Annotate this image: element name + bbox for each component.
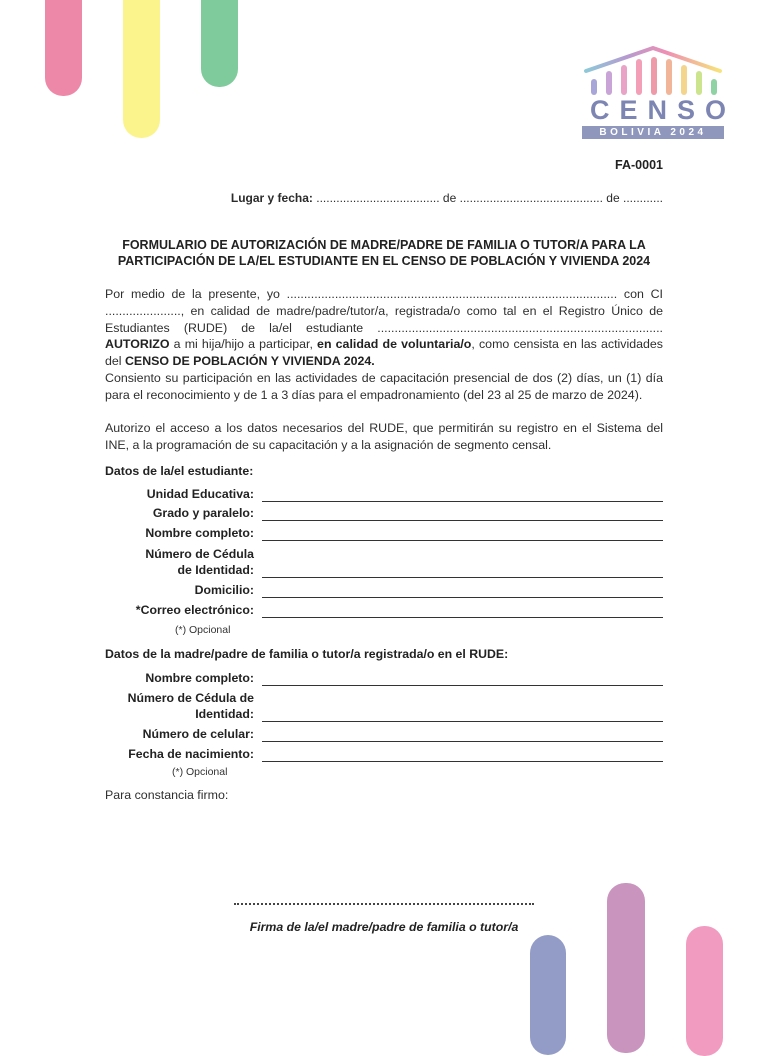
paragraph1-bold-voluntaria: en calidad de voluntaria/o <box>317 337 472 352</box>
field-label: Unidad Educativa: <box>146 487 254 501</box>
field-label: Fecha de nacimiento: <box>128 747 254 761</box>
field-label: Domicilio: <box>194 583 254 597</box>
censo-logo <box>582 45 737 140</box>
field-cedula-tutor[interactable] <box>105 688 663 722</box>
field-label: Grado y paralelo: <box>152 506 254 520</box>
place-date-label: Lugar y fecha: <box>230 191 313 205</box>
consent-paragraph: Consiento su participación en las actividades de capacitación presencial de dos (2) días, un (1) día para el reconocimiento y de 1 a 3 días para el empadronamiento (del 23 al 25 de marzo de 2024). <box>105 371 663 402</box>
field-nombre-completo-tutor[interactable] <box>105 667 663 686</box>
field-unidad-educativa[interactable] <box>105 484 663 502</box>
optional-note: (*) Opcional <box>175 624 231 636</box>
paragraph1-text-b: a mi hija/hijo a participar, <box>169 337 318 352</box>
fill-line[interactable] <box>262 540 663 541</box>
field-label: *Correo electrónico: <box>135 603 254 617</box>
parent-section-heading: Datos de la madre/padre de familia o tutor/a registrada/o en el RUDE: <box>105 647 509 661</box>
form-code: FA-0001 <box>615 158 663 172</box>
paragraph1-text-a: Por medio de la presente, yo ................................................................................................ con CI ......................, en calidad de madre/padre/tutor/a, registrada/o como tal en el Registro Único de Estudiantes (RUDE) de la/el estudiante ................................................................................... <box>105 287 663 335</box>
field-label: Número de Cédula de Identidad: <box>145 547 254 577</box>
field-correo-electronico[interactable] <box>105 601 663 618</box>
signature-line[interactable] <box>234 893 534 905</box>
constancia-text: Para constancia firmo: <box>105 788 229 802</box>
decor-mauve-bar <box>607 883 645 1053</box>
decor-pink-bottom-bar <box>686 926 723 1056</box>
fill-line[interactable] <box>262 721 663 722</box>
field-label: Número de Cédula de Identidad: <box>127 691 254 721</box>
field-label: Nombre completo: <box>145 526 254 540</box>
fill-line[interactable] <box>262 597 663 598</box>
field-fecha-nacimiento[interactable] <box>105 745 663 762</box>
decor-green-bar <box>201 0 238 87</box>
paragraph1-bold-autorizo: AUTORIZO <box>105 337 170 352</box>
decor-pink-bar <box>45 0 82 96</box>
signature-label: Firma de la/el madre/padre de familia o tutor/a <box>249 920 519 934</box>
decor-yellow-bar <box>123 0 160 138</box>
paragraph1-bold-censo: CENSO DE POBLACIÓN Y VIVIENDA 2024. <box>124 354 375 369</box>
paragraph1-text-c: , como censista en las actividades del <box>105 337 663 369</box>
field-cedula-estudiante[interactable] <box>105 545 663 578</box>
logo-wordmark: CENSO <box>590 95 737 125</box>
authorization-paragraph <box>105 286 663 370</box>
optional-note: (*) Opcional <box>172 766 228 778</box>
field-grado-paralelo[interactable] <box>105 504 663 521</box>
place-date-blanks: ..................................... de ........................................... de ............ <box>312 191 663 205</box>
field-label: Nombre completo: <box>145 671 254 685</box>
student-section-heading: Datos de la/el estudiante: <box>105 464 254 478</box>
fill-line[interactable] <box>262 761 663 762</box>
logo-band: BOLIVIA 2024 <box>582 126 724 139</box>
rude-access-paragraph: Autorizo el acceso a los datos necesarios del RUDE, que permitirán su registro en el Sistema del INE, a la programación de su capacitación y a la asignación de segmento censal. <box>105 421 663 452</box>
house-roof-icon <box>582 45 724 97</box>
fill-line[interactable] <box>262 501 663 502</box>
fill-line[interactable] <box>262 617 663 618</box>
fill-line[interactable] <box>262 520 663 521</box>
fill-line[interactable] <box>262 741 663 742</box>
place-date-line <box>231 191 663 205</box>
field-celular[interactable] <box>105 724 663 742</box>
fill-line[interactable] <box>262 685 663 686</box>
fill-line[interactable] <box>262 577 663 578</box>
field-domicilio[interactable] <box>105 581 663 598</box>
field-nombre-completo-estudiante[interactable] <box>105 524 663 541</box>
decor-blue-bar <box>530 935 566 1055</box>
field-label: Número de celular: <box>142 727 254 741</box>
document-title: FORMULARIO DE AUTORIZACIÓN DE MADRE/PADRE DE FAMILIA O TUTOR/A PARA LA PARTICIPACIÓN DE LA/EL ESTUDIANTE EN EL CENSO DE POBLACIÓN Y VIVIENDA 2024 <box>117 238 651 268</box>
